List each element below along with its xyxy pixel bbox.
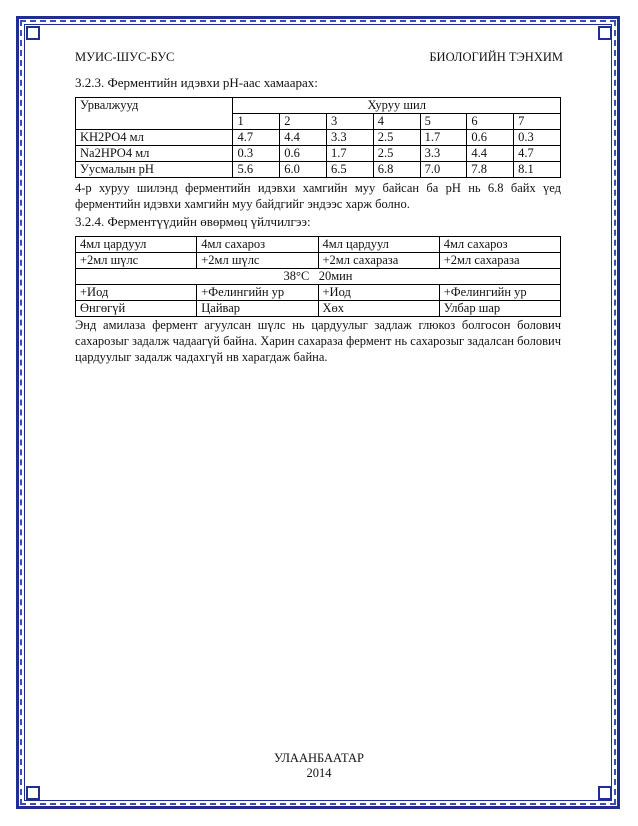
tube-number: 3 (327, 114, 374, 130)
tube-number: 1 (233, 114, 280, 130)
table-row (76, 130, 561, 146)
ph-conclusion: 4-р хуруу шилэнд ферментийн идэвхи хамгийн муу байсан ба pH нь 6.8 байх үед ферментийн идэвхи хамгийн муу байдгийг эндээс харж болно. (75, 181, 561, 211)
tube-number: 5 (420, 114, 467, 130)
table-cell: 6.5 (327, 162, 374, 178)
specificity-conclusion: Энд амилаза фермент агуулсан шүлс нь цардуулыг задлаж глюкоз болгосон болович сахарозыг задалж чадаагүй байна. Харин сахараза фермент нь сахарозыг задалсан болович цардуулыг задалж чадахгүй нв харагдаж байна. (75, 318, 561, 364)
table-cell: +2мл сахараза (318, 253, 439, 269)
section-title-specificity: 3.2.4. Ферментүүдийн өвөрмөц үйлчилгээ: (75, 214, 311, 229)
table-header-cell: Урвалжууд (76, 98, 233, 130)
table-cell: +2мл шүлс (76, 253, 197, 269)
table-row (76, 162, 561, 178)
header-left: МУИС-ШУС-БУС (75, 50, 175, 64)
table-row (76, 301, 561, 317)
tube-number: 7 (514, 114, 561, 130)
table-cell: +Иод (76, 285, 197, 301)
table-cell: Хөх (318, 301, 439, 317)
table-cell: 2.5 (373, 146, 420, 162)
table-cell: 3.3 (327, 130, 374, 146)
row-label: Уусмалын pH (76, 162, 233, 178)
table-cell: 4.4 (467, 146, 514, 162)
table-cell: 7.8 (467, 162, 514, 178)
incubation-condition: 38°C 20мин (76, 269, 561, 285)
table-cell: +2мл сахараза (439, 253, 560, 269)
tube-number: 2 (280, 114, 327, 130)
table-cell: 2.5 (373, 130, 420, 146)
table-cell: +Фелингийн ур (439, 285, 560, 301)
tube-number: 4 (373, 114, 420, 130)
table-row (76, 269, 561, 285)
table-cell: 6.8 (373, 162, 420, 178)
table-cell: 5.6 (233, 162, 280, 178)
table-cell: 4.7 (514, 146, 561, 162)
table-cell: 4мл сахароз (197, 237, 318, 253)
table-cell: 0.3 (233, 146, 280, 162)
corner-ornament (598, 26, 612, 40)
table-cell: Цайвар (197, 301, 318, 317)
table-cell: 0.6 (467, 130, 514, 146)
ph-table (75, 97, 561, 178)
table-cell: 0.6 (280, 146, 327, 162)
table-group-header: Хуруу шил (233, 98, 561, 114)
table-cell: 0.3 (514, 130, 561, 146)
corner-ornament (598, 786, 612, 800)
header-right: БИОЛОГИЙН ТЭНХИМ (429, 50, 563, 64)
table-cell: 4мл цардуул (76, 237, 197, 253)
table-cell: Өнгөгүй (76, 301, 197, 317)
row-label: KH2PO4 мл (76, 130, 233, 146)
table-cell: +2мл шүлс (197, 253, 318, 269)
row-label: Na2HPO4 мл (76, 146, 233, 162)
section-title-ph: 3.2.3. Ферментийн идэвхи pH-аас хамаарах: (75, 75, 318, 90)
table-row (76, 98, 561, 114)
footer-city: УЛААНБААТАР (274, 751, 364, 765)
table-cell: 8.1 (514, 162, 561, 178)
table-cell: 6.0 (280, 162, 327, 178)
specificity-table (75, 236, 561, 317)
table-cell: +Иод (318, 285, 439, 301)
table-cell: 4.7 (233, 130, 280, 146)
footer-year: 2014 (306, 766, 332, 780)
table-cell: 4.4 (280, 130, 327, 146)
table-cell: 1.7 (327, 146, 374, 162)
table-row (76, 146, 561, 162)
table-row (76, 237, 561, 253)
table-cell: 3.3 (420, 146, 467, 162)
table-cell: +Фелингийн ур (197, 285, 318, 301)
tube-number: 6 (467, 114, 514, 130)
table-cell: 4мл сахароз (439, 237, 560, 253)
corner-ornament (26, 786, 40, 800)
table-row (76, 253, 561, 269)
table-cell: 4мл цардуул (318, 237, 439, 253)
table-cell: 1.7 (420, 130, 467, 146)
corner-ornament (26, 26, 40, 40)
table-cell: 7.0 (420, 162, 467, 178)
table-cell: Улбар шар (439, 301, 560, 317)
table-row (76, 285, 561, 301)
